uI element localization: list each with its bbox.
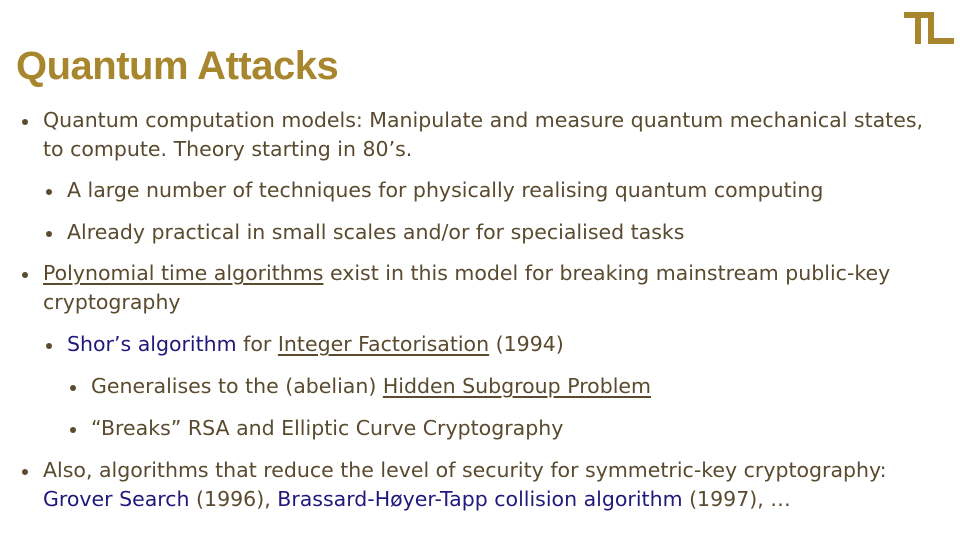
bullet-generalises [0,372,960,401]
bullet-symmetric-key [0,456,960,514]
polynomial-time-link[interactable]: Polynomial time algorithms [43,261,324,285]
bullet-text: (1996), [189,487,278,511]
bullet-dot [46,231,52,237]
bullet-dot [46,189,52,195]
bullet-dot [70,385,76,391]
bullet-text: “Breaks” RSA and Elliptic Curve Cryptography [91,416,564,440]
bullet-text: A large number of techniques for physically realising quantum computing [67,178,824,202]
bullet-quantum-models [0,106,960,164]
bullet-text: (1994) [489,332,564,356]
bullet-text: for [236,332,278,356]
bht-algorithm-text: Brassard-Høyer-Tapp collision algorithm [277,487,683,511]
bullet-polynomial-algorithms [0,259,960,317]
bullet-text: Generalises to the (abelian) [91,374,383,398]
integer-factorisation-link[interactable]: Integer Factorisation [277,332,490,356]
bullet-text: exist in this model for breaking mainstream public-key cryptography [43,261,891,314]
bullet-text: Also, algorithms that reduce the level of security for symmetric-key cryptography: [43,458,887,482]
bullet-dot [46,343,52,349]
bullet-list [0,106,960,514]
bullet-text: (1997), … [682,487,791,511]
bullet-dot [22,469,28,475]
bullet-techniques [0,176,960,205]
slide-title: Quantum Attacks [16,44,339,88]
bullet-dot [22,119,28,125]
bullet-text: Quantum computation models: Manipulate and measure quantum mechanical states, to compute. Theory starting in 80’s. [43,108,924,161]
grover-search-text: Grover Search [43,487,190,511]
tl-logo-icon [904,12,954,44]
bullet-breaks-rsa [0,414,960,443]
bullet-shor [0,330,960,359]
bullet-dot [70,427,76,433]
bullet-practical [0,218,960,247]
bullet-dot [22,272,28,278]
bullet-text: Already practical in small scales and/or for specialised tasks [67,220,685,244]
hidden-subgroup-link[interactable]: Hidden Subgroup Problem [382,374,652,398]
shor-algorithm-text: Shor’s algorithm [67,332,237,356]
